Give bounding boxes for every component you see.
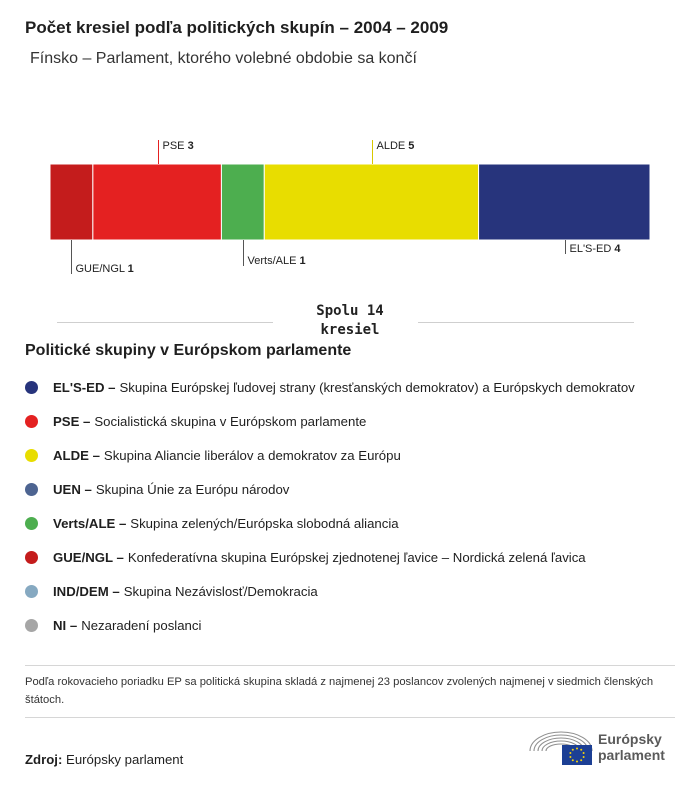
legend-item — [25, 506, 635, 540]
legend-abbr: PSE – — [53, 413, 91, 429]
legend-dot-icon — [25, 619, 38, 632]
ep-logo — [528, 727, 665, 767]
bar-label-el-s-ed — [570, 243, 622, 255]
legend-text: Skupina Európskej ľudovej strany (kresťanských demokratov) a Európskych demokratov — [119, 379, 635, 395]
legend-item — [25, 472, 635, 506]
legend-text: Nezaradení poslanci — [81, 617, 202, 633]
logo-text-line2: parlament — [598, 747, 665, 763]
legend-dot-icon — [25, 517, 38, 530]
legend-text: Skupina zelených/Európska slobodná aliancia — [130, 515, 399, 531]
bar-label-gue-ngl — [76, 263, 134, 275]
legend-dot-icon — [25, 415, 38, 428]
legend-text: Socialistická skupina v Európskom parlamente — [94, 413, 367, 429]
legend — [25, 370, 635, 642]
legend-abbr: IND/DEM – — [53, 583, 120, 599]
legend-text: Konfederatívna skupina Európskej zjednotenej ľavice – Nordická zelená ľavica — [127, 549, 586, 565]
total-seats-count: Spolu 14 — [316, 303, 384, 319]
bar-label-name: PSE — [162, 140, 188, 152]
legend-item — [25, 608, 635, 642]
legend-dot-icon — [25, 381, 38, 394]
total-divider-right — [418, 322, 634, 323]
legend-dot-icon — [25, 551, 38, 564]
note-divider-bottom — [25, 717, 675, 718]
chart-title: Počet kresiel podľa politických skupín – 2004 – 2009 — [25, 18, 449, 37]
bar-label-name: EL'S-ED — [569, 243, 615, 255]
legend-text: Skupina Únie za Európu národov — [95, 481, 290, 497]
legend-abbr: Verts/ALE – — [53, 515, 127, 531]
legend-item — [25, 438, 635, 472]
bar-segment-el-s-ed — [479, 164, 650, 240]
chart-subtitle: Fínsko – Parlament, ktorého volebné obdobie sa končí — [30, 50, 417, 67]
note-divider-top — [25, 665, 675, 666]
legend-item — [25, 370, 635, 404]
legend-text: Skupina Aliancie liberálov a demokratov za Európu — [103, 447, 401, 463]
legend-item — [25, 574, 635, 608]
bar-segment-verts-ale — [221, 164, 264, 240]
legend-abbr: ALDE – — [53, 447, 100, 463]
bar-label-value: 5 — [408, 140, 415, 152]
footnote: Podľa rokovacieho poriadku EP sa politická skupina skladá z najmenej 23 poslancov zvolených najmenej v siedmich členských štátoch. — [25, 676, 654, 706]
legend-abbr: GUE/NGL – — [53, 549, 124, 565]
legend-abbr: NI – — [53, 617, 78, 633]
total-seats — [290, 302, 410, 340]
total-seats-unit: kresiel — [320, 322, 380, 338]
logo-text-line1: Európsky — [598, 731, 662, 747]
bar-label-value: 1 — [127, 263, 134, 275]
legend-item — [25, 540, 635, 574]
logo-text — [598, 731, 665, 763]
source — [25, 752, 183, 767]
legend-abbr: EL'S-ED – — [53, 379, 116, 395]
legend-item — [25, 404, 635, 438]
total-divider-left — [57, 322, 273, 323]
legend-title: Politické skupiny v Európskom parlamente — [25, 342, 352, 359]
bar-segment-alde — [264, 164, 478, 240]
bar-segment-pse — [93, 164, 222, 240]
bar-label-name: Verts/ALE — [247, 255, 300, 267]
bar-label-pse — [163, 140, 194, 152]
bar-label-value: 3 — [187, 140, 194, 152]
european-parliament-hemicycle-icon — [528, 727, 594, 767]
bar-label-value: 1 — [299, 255, 306, 267]
bar-label-value: 4 — [614, 243, 621, 255]
legend-dot-icon — [25, 585, 38, 598]
bar-label-verts-ale — [248, 255, 306, 267]
legend-dot-icon — [25, 449, 38, 462]
legend-dot-icon — [25, 483, 38, 496]
legend-abbr: UEN – — [53, 481, 92, 497]
bar-label-alde — [377, 140, 415, 152]
source-value: Európsky parlament — [66, 752, 184, 767]
legend-text: Skupina Nezávislosť/Demokracia — [123, 583, 318, 599]
source-label: Zdroj: — [25, 752, 63, 767]
bar-segment-gue-ngl — [50, 164, 93, 240]
stacked-bar-chart — [0, 130, 700, 290]
bar-label-name: ALDE — [376, 140, 409, 152]
bar-label-name: GUE/NGL — [75, 263, 128, 275]
